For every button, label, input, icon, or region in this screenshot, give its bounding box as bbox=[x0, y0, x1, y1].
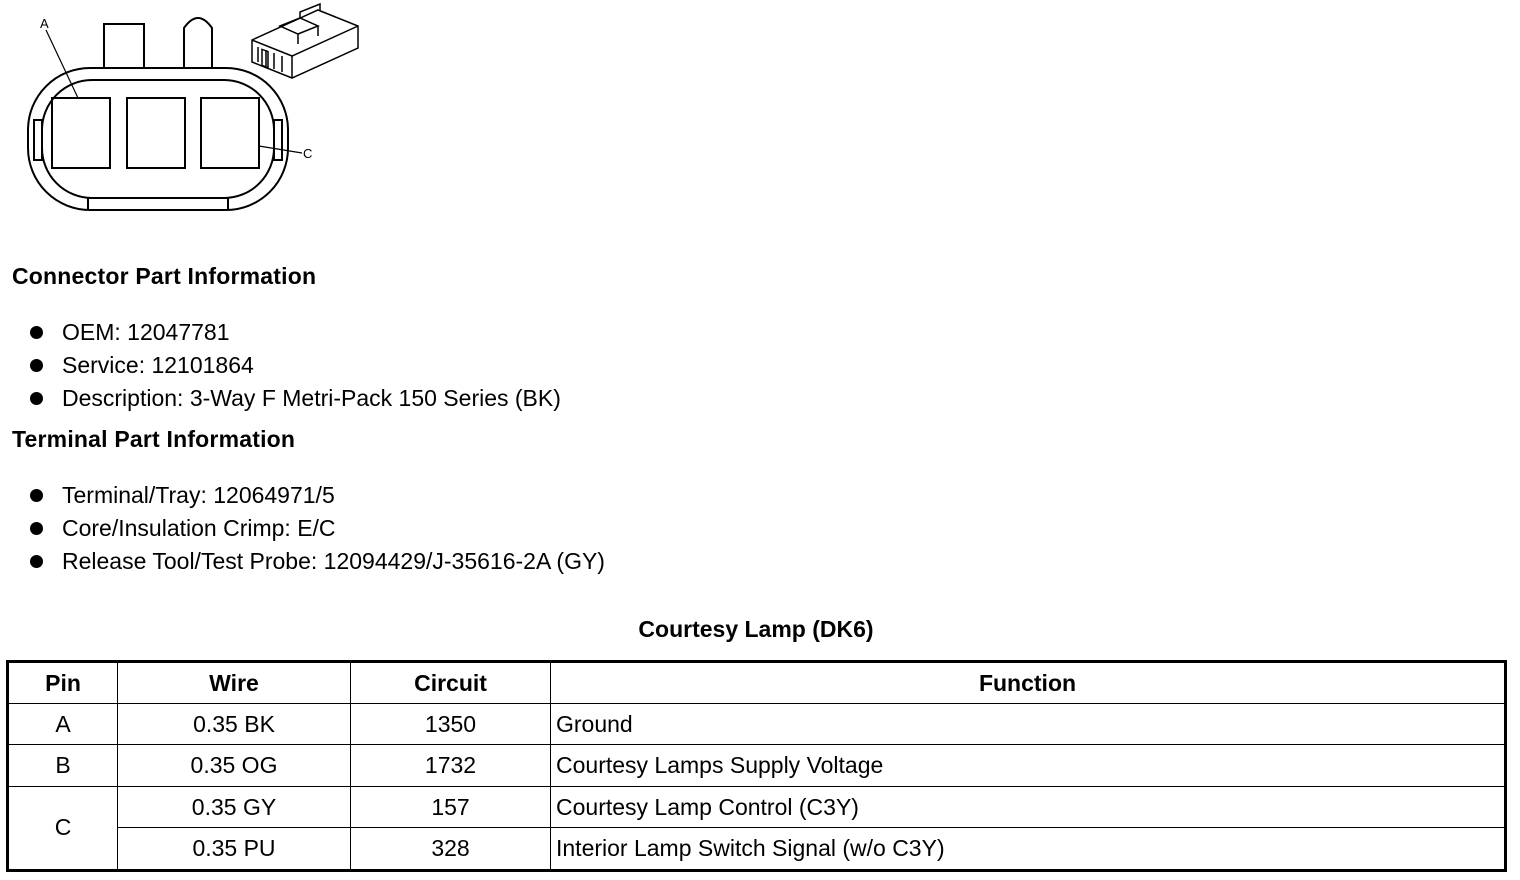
table-row bbox=[8, 786, 1506, 827]
connector-thumbnail-icon bbox=[252, 4, 358, 78]
bullet-icon bbox=[30, 359, 43, 372]
table-row bbox=[8, 745, 1506, 786]
cell-wire: 0.35 GY bbox=[118, 786, 351, 827]
cell-function: Interior Lamp Switch Signal (w/o C3Y) bbox=[551, 828, 1506, 871]
list-item bbox=[28, 316, 561, 349]
bullet-icon bbox=[30, 489, 43, 502]
header-wire: Wire bbox=[118, 662, 351, 704]
list-item-text: Description: 3-Way F Metri-Pack 150 Series (BK) bbox=[62, 385, 561, 411]
cell-pin: C bbox=[8, 786, 118, 870]
list-item-text: Core/Insulation Crimp: E/C bbox=[62, 515, 336, 541]
cell-circuit: 157 bbox=[351, 786, 551, 827]
cell-function: Ground bbox=[551, 704, 1506, 745]
header-circuit: Circuit bbox=[351, 662, 551, 704]
list-item bbox=[28, 512, 605, 545]
table-header-row bbox=[8, 662, 1506, 704]
header-pin: Pin bbox=[8, 662, 118, 704]
cell-wire: 0.35 BK bbox=[118, 704, 351, 745]
bullet-icon bbox=[30, 522, 43, 535]
terminal-part-info-heading: Terminal Part Information bbox=[12, 426, 296, 452]
connector-body bbox=[28, 68, 288, 210]
table-row bbox=[8, 704, 1506, 745]
list-item-text: OEM: 12047781 bbox=[62, 319, 230, 345]
list-item-text: Terminal/Tray: 12064971/5 bbox=[62, 482, 335, 508]
connector-part-info-heading: Connector Part Information bbox=[12, 263, 317, 289]
bullet-icon bbox=[30, 555, 43, 568]
bullet-icon bbox=[30, 326, 43, 339]
cell-circuit: 1350 bbox=[351, 704, 551, 745]
terminal-part-info-list bbox=[28, 479, 605, 578]
list-item-text: Release Tool/Test Probe: 12094429/J-35616-2A (GY) bbox=[62, 548, 605, 574]
cell-pin: B bbox=[8, 745, 118, 786]
cell-function: Courtesy Lamp Control (C3Y) bbox=[551, 786, 1506, 827]
list-item bbox=[28, 349, 561, 382]
list-item bbox=[28, 382, 561, 415]
header-function: Function bbox=[551, 662, 1506, 704]
cell-wire: 0.35 OG bbox=[118, 745, 351, 786]
cell-function: Courtesy Lamps Supply Voltage bbox=[551, 745, 1506, 786]
cell-circuit: 1732 bbox=[351, 745, 551, 786]
bullet-icon bbox=[30, 392, 43, 405]
list-item bbox=[28, 479, 605, 512]
table-title: Courtesy Lamp (DK6) bbox=[638, 616, 874, 642]
list-item bbox=[28, 545, 605, 578]
table-row bbox=[8, 828, 1506, 871]
pin-label-c: C bbox=[303, 146, 313, 161]
connector-latch-tab bbox=[104, 24, 144, 70]
cell-circuit: 328 bbox=[351, 828, 551, 871]
cell-pin: A bbox=[8, 704, 118, 745]
connector-part-info-list bbox=[28, 316, 561, 415]
pinout-table bbox=[6, 660, 1507, 872]
connector-diagram bbox=[0, 0, 370, 220]
pin-label-a: A bbox=[40, 16, 49, 31]
list-item-text: Service: 12101864 bbox=[62, 352, 254, 378]
cell-wire: 0.35 PU bbox=[118, 828, 351, 871]
